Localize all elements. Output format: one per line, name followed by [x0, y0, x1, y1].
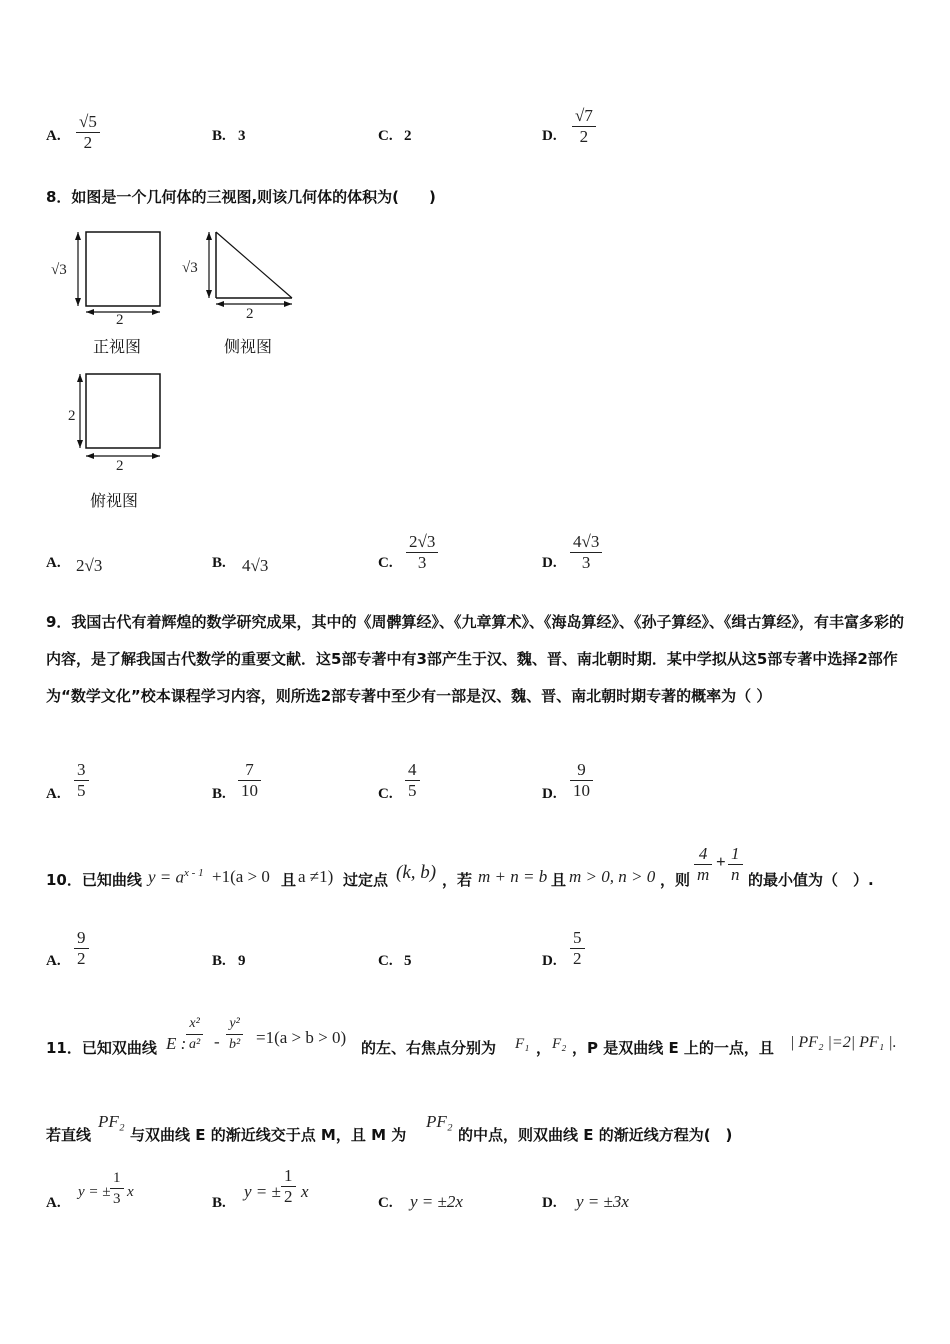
q10-option-c-label: C.: [378, 953, 393, 969]
q9-option-b-value: 7 10: [238, 760, 261, 801]
q8-option-c-value: 2√3 3: [406, 532, 438, 573]
q7-option-d-value: √7 2: [572, 106, 596, 147]
q10-and-1: 且: [281, 871, 297, 889]
top-view-width: 2: [116, 458, 124, 474]
q11-option-a-frac: 1 3: [110, 1168, 124, 1209]
q10-option-b-label: B.: [212, 953, 226, 969]
q8-option-a-value: 2√3: [76, 556, 103, 575]
q11-option-b-frac: 1 2: [281, 1166, 296, 1207]
q11-option-c-value: y = ±2x: [410, 1192, 463, 1211]
q10-pos: m > 0, n > 0: [569, 867, 656, 886]
q9-option-b-label: B.: [212, 786, 226, 802]
q8-option-d-value: 4√3 3: [570, 532, 602, 573]
q10-curve-rest: +1(a > 0: [212, 867, 270, 886]
q11-y-frac: y² b²: [226, 1014, 243, 1055]
q10-eq: m + n = b: [478, 867, 548, 886]
q9-option-c-value: 4 5: [405, 760, 420, 801]
q10-curve-exp: x - 1: [184, 867, 204, 879]
q11-PF2-b: PF₂: [426, 1112, 453, 1131]
front-view-height: √3: [51, 262, 67, 278]
q7-option-b-value: 3: [238, 128, 246, 144]
q10-and-2: 且: [551, 871, 567, 889]
q10-expr-frac-2: 1 n: [728, 844, 743, 885]
q10-text-1: 10．已知曲线: [46, 871, 142, 889]
q10-option-d-label: D.: [542, 953, 557, 969]
q10-option-d-value: 5 2: [570, 928, 585, 969]
q8-option-b-value: 4√3: [242, 556, 269, 575]
q11-option-a-pre: y = ±: [78, 1184, 111, 1200]
q10-curve: [148, 867, 204, 888]
q7-option-a-label: A.: [46, 128, 61, 144]
q10-option-a-value: 9 2: [74, 928, 89, 969]
q8-option-c-label: C.: [378, 555, 393, 571]
q11-line2-a: 若直线: [46, 1126, 92, 1144]
q11-option-b-post: x: [301, 1182, 309, 1201]
q7-option-b-label: B.: [212, 128, 226, 144]
q10-option-a-label: A.: [46, 953, 61, 969]
q10-text-5: ，则: [660, 871, 691, 889]
q9-stem: 9．我国古代有着辉煌的数学研究成果，其中的《周髀算经》、《九章算术》、《海岛算经》、《孙子算经》、《缉古算经》，有丰富多彩的内容，是了解我国古代数学的重要文献．这5部专著中有3部产生于汉、魏、晋、南北朝时期．某中学拟从这5部专著中选择2部作为“数学文化”校本课程学习内容，则所选2部专著中至少有一部是汉、魏、晋、南北朝时期专著的概率为（ ）: [46, 613, 904, 705]
q11-relation: | PF₂ |=2| PF₁ |.: [790, 1034, 897, 1051]
q11-text-3: ，P 是双曲线 E 上的一点，且: [572, 1039, 774, 1057]
q11-option-c-label: C.: [378, 1195, 393, 1211]
q7-option-c-value: 2: [404, 128, 412, 144]
side-view-width: 2: [246, 306, 254, 322]
q9-option-d-label: D.: [542, 786, 557, 802]
front-view-caption: 正视图: [93, 337, 142, 356]
q11-minus: -: [214, 1032, 220, 1051]
q11-x-frac: x² a²: [186, 1014, 203, 1055]
q11-option-d-value: y = ±3x: [576, 1192, 629, 1211]
q9-option-a-value: 3 5: [74, 760, 89, 801]
q7-option-d-label: D.: [542, 128, 557, 144]
q7-option-c-label: C.: [378, 128, 393, 144]
q10-option-c-value: 5: [404, 953, 412, 969]
q10-text-3: ，若: [442, 871, 473, 889]
side-view-height: √3: [182, 260, 198, 276]
q11-comma: ，: [536, 1039, 552, 1057]
q11-F1: F₁: [515, 1036, 530, 1052]
q10-cond: a ≠1): [298, 867, 334, 886]
q10-expr-frac-1: 4 m: [694, 844, 712, 885]
q11-line2-b: 与双曲线 E 的渐近线交于点 M，且 M 为: [130, 1126, 407, 1144]
q11-text-2: 的左、右焦点分别为: [361, 1039, 497, 1057]
q10-expr-plus: +: [716, 852, 726, 871]
q11-option-d-label: D.: [542, 1195, 557, 1211]
q11-E: E :: [166, 1034, 187, 1053]
q9-option-a-label: A.: [46, 786, 61, 802]
q8-option-b-label: B.: [212, 555, 226, 571]
q11-eq: =1(a > b > 0): [256, 1028, 347, 1047]
front-view-width: 2: [116, 312, 124, 328]
q11-PF2-a: PF₂: [98, 1112, 125, 1131]
q10-text-2: 过定点: [343, 871, 389, 889]
q11-text-1: 11．已知双曲线: [46, 1039, 157, 1057]
q10-curve-base: y = a: [148, 867, 185, 887]
q11-option-a-post: x: [127, 1184, 134, 1200]
q10-text-6: 的最小值为（ ）.: [748, 871, 874, 889]
q8-stem: 8．如图是一个几何体的三视图,则该几何体的体积为( ): [46, 188, 436, 206]
q11-option-a-label: A.: [46, 1195, 61, 1211]
q9-option-c-label: C.: [378, 786, 393, 802]
q11-F2: F₂: [552, 1036, 567, 1052]
q11-option-b-pre: y = ±: [244, 1182, 281, 1201]
top-view-height: 2: [68, 408, 76, 424]
side-view-caption: 侧视图: [224, 337, 273, 356]
q8-option-a-label: A.: [46, 555, 61, 571]
q7-option-a-value: √5 2: [76, 112, 100, 153]
q11-option-b-label: B.: [212, 1195, 226, 1211]
q9-option-d-value: 9 10: [570, 760, 593, 801]
top-view-figure: [44, 368, 174, 468]
q10-point: (k, b): [396, 862, 437, 883]
q8-option-d-label: D.: [542, 555, 557, 571]
q10-option-b-value: 9: [238, 953, 246, 969]
q11-line2-c: 的中点，则双曲线 E 的渐近线方程为( ): [458, 1126, 733, 1144]
top-view-caption: 俯视图: [90, 491, 139, 510]
